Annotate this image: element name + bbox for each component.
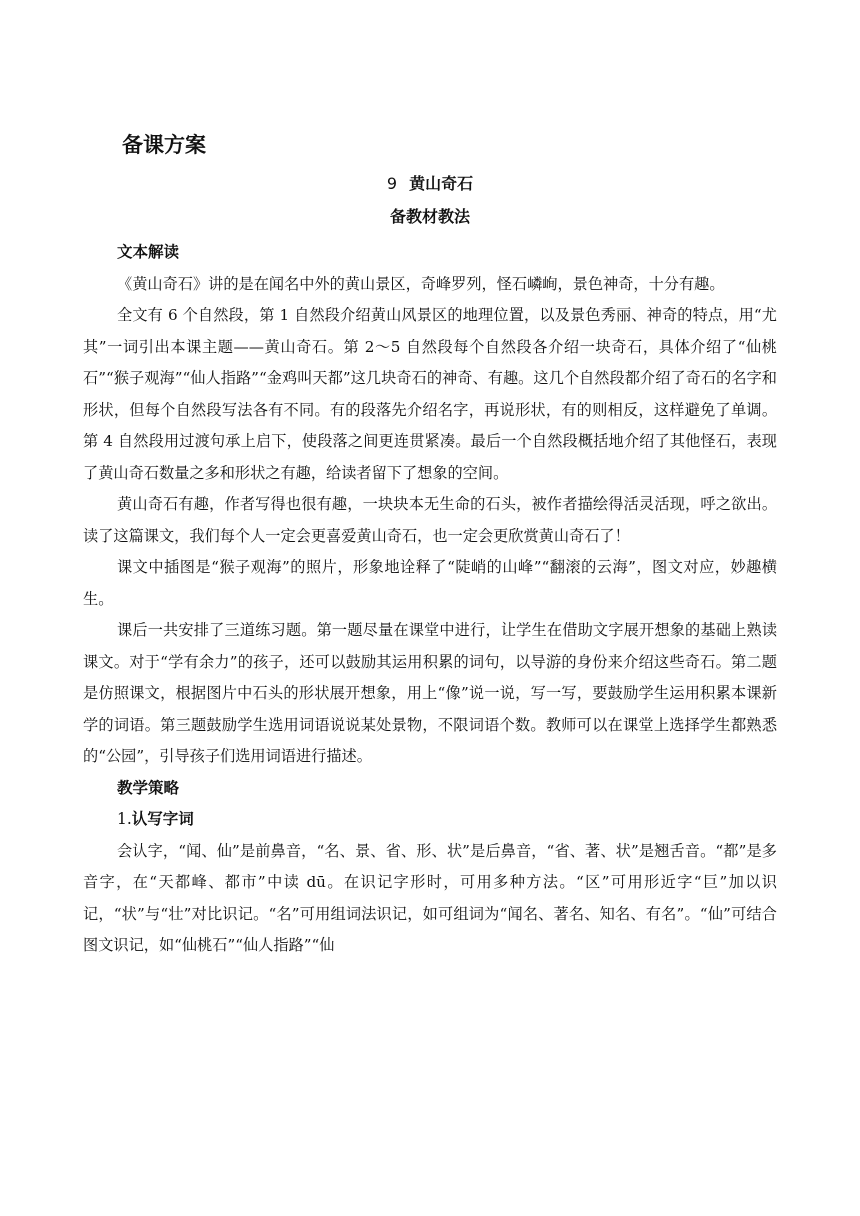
section-heading-teaching-strategy: 教学策略: [117, 778, 180, 797]
section-heading-text-reading: 文本解读: [117, 243, 180, 261]
paragraph: 黄山奇石有趣，作者写得也很有趣，一块块本无生命的石头，被作者描绘得活灵活现，呼之欲出。读了这篇课文，我们每个人一定会更喜爱黄山奇石，也一定会更欣赏黄山奇石了！: [83, 495, 777, 545]
paragraph: 《黄山奇石》讲的是在闻名中外的黄山景区，奇峰罗列，怪石嶙峋，景色神奇，十分有趣。: [117, 274, 725, 293]
lesson-title-text: 黄山奇石: [409, 174, 474, 193]
lesson-number: 9: [386, 174, 398, 193]
paragraph: 课后一共安排了三道练习题。第一题尽量在课堂中进行，让学生在借助文字展开想象的基础上熟读课文。对于“学有余力”的孩子，还可以鼓励其运用积累的词句，以导游的身份来介绍这些奇石。第二题是仿照课文，根据图片中石头的形状展开想象，用上“像”说一说，写一写，要鼓励学生运用积累本课新学的词语。第三题鼓励学生选用词语说说某处景物，不限词语个数。教师可以在课堂上选择学生都熟悉的“公园”，引导孩子们选用词语进行描述。: [83, 621, 777, 765]
page-header: 备课方案: [122, 133, 206, 157]
paragraph: 课文中插图是“猴子观海”的照片，形象地诠释了“陡峭的山峰”“翻滚的云海”，图文对应，妙趣横生。: [83, 558, 777, 608]
lesson-title: [80, 170, 780, 198]
paragraph: 全文有 6 个自然段，第 1 自然段介绍黄山风景区的地理位置，以及景色秀丽、神奇的特点，用“尤其”一词引出本课主题——黄山奇石。第 2～5 自然段每个自然段各介绍一块奇石，具体介绍了“仙桃石”“猴子观海”“仙人指路”“金鸡叫天都”这几块奇石的神奇、有趣。这几个自然段都介绍了奇石的名字和形状，但每个自然段写法各有不同。有的段落先介绍名字，再说形状，有的则相反，这样避免了单调。第 4 自然段用过渡句承上启下，使段落之间更连贯紧凑。最后一个自然段概括地介绍了其他怪石，表现了黄山奇石数量之多和形状之有趣，给读者留下了想象的空间。: [83, 306, 777, 482]
subsection-heading: [83, 804, 777, 836]
paragraph: 会认字，“闻、仙”是前鼻音，“名、景、省、形、状”是后鼻音，“省、著、状”是翘舌音。“都”是多音字，在“天都峰、都市”中读 dū。在识记字形时，可用多种方法。“区”可用形近字“巨”加以识记，“状”与“壮”对比识记。“名”可用组词法识记，如可组词为“闻名、著名、知名、有名”。“仙”可结合图文识记，如“仙桃石”“仙人指路”“仙: [83, 841, 777, 954]
subtitle: 备教材教法: [389, 207, 470, 226]
subsection-number: 1.: [117, 810, 132, 828]
document-body: [83, 237, 777, 962]
subsection-heading-text: 认写字词: [131, 810, 194, 828]
